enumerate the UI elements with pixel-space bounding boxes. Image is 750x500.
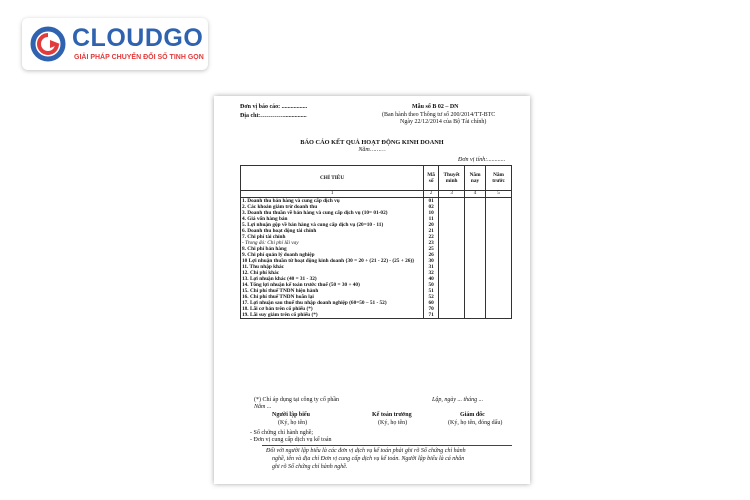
table-body bbox=[241, 198, 512, 319]
row-code: 40 bbox=[424, 276, 439, 282]
row-code: 23 bbox=[424, 240, 439, 246]
signer-chief-accountant-note: (Ký, họ tên) bbox=[378, 420, 408, 426]
row-label: 1. Doanh thu bán hàng và cung cấp dịch vụ bbox=[241, 198, 424, 205]
cloudgo-logo-icon bbox=[30, 26, 66, 62]
signer-preparer-title: Người lập biểu bbox=[272, 412, 310, 418]
signer-preparer-note: (Ký, họ tên) bbox=[278, 420, 308, 426]
row-label: 10 Lợi nhuận thuần từ hoạt động kinh doanh {30 = 20 + (21 - 22) - (25 + 26)} bbox=[241, 258, 424, 264]
note-line-1: Đối với người lập biểu là các đơn vị dịch vụ kế toán phải ghi rõ Số chứng chỉ hành bbox=[266, 448, 466, 454]
row-label: 18. Lãi cơ bản trên cổ phiếu (*) bbox=[241, 306, 424, 312]
row-label: 14. Tổng lợi nhuận kế toán trước thuế (50 = 30 + 40) bbox=[241, 282, 424, 288]
row-label: - Trong đó: Chi phí lãi vay bbox=[241, 240, 424, 246]
row-code: 25 bbox=[424, 246, 439, 252]
year-note: Năm ... bbox=[254, 404, 272, 410]
row-label: 6. Doanh thu hoạt động tài chính bbox=[241, 228, 424, 234]
logo-brand-name: CLOUDGO bbox=[72, 24, 204, 52]
signer-director-note: (Ký, họ tên, đóng dấu) bbox=[448, 420, 503, 426]
row-this-year-cell bbox=[465, 312, 486, 319]
col-number: 2 bbox=[424, 191, 439, 198]
row-code: 70 bbox=[424, 306, 439, 312]
row-code: 31 bbox=[424, 264, 439, 270]
row-label: 3. Doanh thu thuần về bán hàng và cung cấp dịch vụ (10= 01-02) bbox=[241, 210, 424, 216]
col-header-this-year: Năm nay bbox=[465, 166, 486, 191]
signer-chief-accountant-title: Kế toán trưởng bbox=[372, 412, 412, 418]
row-code: 20 bbox=[424, 222, 439, 228]
row-label: 9. Chi phí quản lý doanh nghiệp bbox=[241, 252, 424, 258]
row-code: 22 bbox=[424, 234, 439, 240]
logo-tagline: GIẢI PHÁP CHUYỂN ĐỔI SỐ TINH GỌN bbox=[74, 54, 204, 61]
row-label: 2. Các khoản giảm trừ doanh thu bbox=[241, 204, 424, 210]
row-label: 19. Lãi suy giảm trên cổ phiếu (*) bbox=[241, 312, 424, 319]
address-line: Địa chỉ:…………............... bbox=[240, 113, 307, 119]
col-header-code: Mã số bbox=[424, 166, 439, 191]
table-row bbox=[241, 312, 512, 319]
row-label: 17. Lợi nhuận sau thuế thu nhập doanh nghiệp (60=50 – 51 - 52) bbox=[241, 300, 424, 306]
reporting-unit: Đơn vị báo cáo: ................. bbox=[240, 104, 308, 110]
row-code: 30 bbox=[424, 258, 439, 264]
col-header-indicator: CHỈ TIÊU bbox=[241, 166, 424, 191]
row-label: 8. Chi phí bán hàng bbox=[241, 246, 424, 252]
row-label: 12. Chi phí khác bbox=[241, 270, 424, 276]
row-code: 51 bbox=[424, 288, 439, 294]
cert-line: - Số chứng chỉ hành nghề; bbox=[250, 430, 314, 436]
col-number: 4 bbox=[465, 191, 486, 198]
row-code: 50 bbox=[424, 282, 439, 288]
note-divider bbox=[262, 445, 512, 446]
row-last-year-cell bbox=[486, 312, 512, 319]
col-header-note: Thuyết minh bbox=[439, 166, 465, 191]
row-label: 5. Lợi nhuận gộp về bán hàng và cung cấp dịch vụ (20=10 - 11) bbox=[241, 222, 424, 228]
row-code: 21 bbox=[424, 228, 439, 234]
row-code: 71 bbox=[424, 312, 439, 319]
row-code: 52 bbox=[424, 294, 439, 300]
row-label: 4. Giá vốn hàng bán bbox=[241, 216, 424, 222]
report-title: BÁO CÁO KẾT QUẢ HOẠT ĐỘNG KINH DOANH bbox=[300, 139, 444, 146]
report-year: Năm……… bbox=[358, 147, 386, 153]
row-label: 13. Lợi nhuận khác (40 = 31 - 32) bbox=[241, 276, 424, 282]
col-header-last-year: Năm trước bbox=[486, 166, 512, 191]
row-code: 01 bbox=[424, 198, 439, 205]
row-code: 26 bbox=[424, 252, 439, 258]
form-code: Mẫu số B 02 – DN bbox=[412, 104, 459, 110]
col-number: 1 bbox=[241, 191, 424, 198]
row-label: 7. Chi phí tài chính bbox=[241, 234, 424, 240]
row-code: 11 bbox=[424, 216, 439, 222]
cloudgo-logo bbox=[22, 18, 208, 70]
row-label: 16. Chi phí thuế TNDN hoãn lại bbox=[241, 294, 424, 300]
date-line: Lập, ngày ... tháng ... bbox=[432, 397, 484, 403]
footnote: (*) Chỉ áp dụng tại công ty cổ phần bbox=[254, 397, 339, 403]
service-unit-line: - Đơn vị cung cấp dịch vụ kế toán bbox=[250, 437, 332, 443]
col-number: 5 bbox=[486, 191, 512, 198]
signer-director-title: Giám đốc bbox=[460, 412, 485, 418]
form-note-2: Ngày 22/12/2014 của Bộ Tài chính) bbox=[400, 119, 487, 125]
row-label: 11. Thu nhập khác bbox=[241, 264, 424, 270]
row-code: 10 bbox=[424, 210, 439, 216]
note-line-3: ghi rõ Số chứng chỉ hành nghề. bbox=[272, 464, 348, 470]
report-document bbox=[214, 96, 530, 484]
row-code: 02 bbox=[424, 204, 439, 210]
row-code: 60 bbox=[424, 300, 439, 306]
col-number: 3 bbox=[439, 191, 465, 198]
unit-label: Đơn vị tính:............ bbox=[458, 157, 506, 163]
income-statement-table bbox=[240, 165, 512, 319]
row-label: 15. Chi phí thuế TNDN hiện hành bbox=[241, 288, 424, 294]
note-line-2: nghề, tên và địa chỉ Đơn vị cung cấp dịch vụ kế toán. Người lập biểu là cá nhân bbox=[272, 456, 465, 462]
row-code: 32 bbox=[424, 270, 439, 276]
row-note-cell bbox=[439, 312, 465, 319]
form-note-1: (Ban hành theo Thông tư số 200/2014/TT-BTC bbox=[382, 112, 496, 118]
